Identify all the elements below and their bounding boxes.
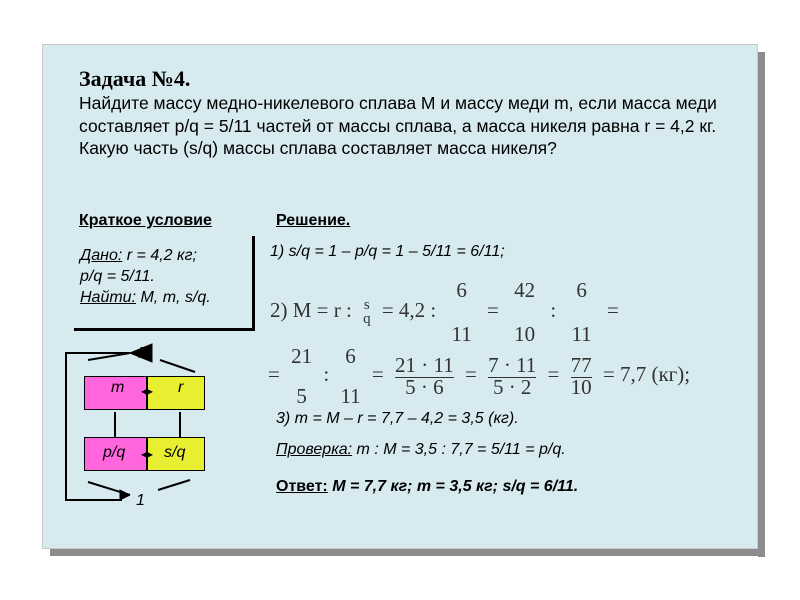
frac-num: 42 — [514, 278, 536, 302]
equals-sign: = — [464, 361, 477, 386]
problem-text: Найдите массу медно-никелевого сплава M и массу меди m, если масса меди составляет p/q = 5/11 частей от массы сплава, а масса никеля равна r = 4,2 кг. Какую часть (s/q) массы сплава составляет масса никеля? — [79, 93, 717, 158]
frac-den: 11 — [340, 384, 361, 408]
check-text: m : M = 3,5 : 7,7 = 5/11 = p/q. — [352, 441, 566, 458]
slide-shadow-right — [758, 52, 765, 557]
find-label: Найти: — [80, 289, 137, 306]
fraction-6-11-c — [340, 336, 360, 416]
given-label: Дано: — [80, 247, 123, 264]
double-arrow-bottom-icon: ◂▸ — [140, 447, 154, 461]
short-condition-heading: Краткое условие — [79, 212, 212, 229]
frac-num: 77 — [570, 353, 592, 377]
step2-prefix: 2) M = r : — [270, 297, 352, 322]
equals-sign: = — [371, 361, 384, 386]
frac-num: 21 · 11 — [395, 353, 454, 377]
check-label: Проверка: — [276, 441, 353, 458]
colon-sign: : — [550, 297, 557, 322]
ratio-diagram — [60, 340, 220, 510]
answer-text: M = 7,7 кг; m = 3,5 кг; s/q = 6/11. — [327, 478, 579, 495]
frac-num: 21 — [291, 344, 313, 368]
given-block — [80, 245, 211, 308]
given-ratio: p/q = 5/11. — [80, 268, 155, 285]
diagram-bottom-label: 1 — [136, 492, 145, 509]
frac-num: 6 — [456, 278, 467, 302]
cell-m-label: m — [111, 379, 125, 396]
cell-sq-label: s/q — [164, 444, 186, 461]
solution-step-1: 1) s/q = 1 – p/q = 1 – 5/11 = 6/11; — [270, 243, 505, 260]
fraction-21-5 — [291, 336, 312, 416]
double-arrow-top-icon: ◂▸ — [140, 384, 154, 398]
frac-num: s — [363, 297, 370, 313]
frac-den: q — [363, 311, 371, 327]
frac-num: 6 — [345, 344, 356, 368]
cell-pq-label: p/q — [103, 444, 126, 461]
problem-title: Задача №4. — [79, 66, 191, 91]
step2-result: = 7,7 (кг); — [602, 361, 691, 386]
equals-sign: = — [547, 361, 560, 386]
equals-sign: = — [268, 361, 280, 386]
fraction-77-10 — [571, 354, 592, 398]
frac-num: 7 · 11 — [488, 353, 537, 377]
step2-eq: = 4,2 : — [381, 297, 437, 322]
frac-den: 5 — [296, 384, 307, 408]
solution-step-3: 3) m = M – r = 7,7 – 4,2 = 3,5 (кг). — [276, 410, 519, 427]
solution-heading: Решение. — [276, 212, 351, 229]
cell-r-label: r — [178, 379, 184, 396]
colon-sign: : — [323, 361, 330, 386]
frac-den: 11 — [571, 322, 592, 346]
given-r: r = 4,2 кг; — [122, 247, 197, 264]
solution-step-2-continued — [268, 336, 690, 416]
slide-shadow-bottom — [50, 549, 765, 556]
answer-line — [276, 478, 578, 496]
fraction-7x11-5x2 — [488, 354, 536, 398]
check-line — [276, 441, 566, 459]
top-arrow-left — [88, 353, 130, 360]
answer-label: Ответ: — [276, 478, 328, 495]
frac-den: 5 · 2 — [492, 375, 532, 399]
fraction-s-over-q — [363, 298, 371, 326]
frac-num: 6 — [576, 278, 587, 302]
bottom-arrow-right — [158, 480, 190, 490]
fraction-21x11-5x6 — [395, 354, 454, 398]
frac-den: 10 — [570, 375, 592, 399]
find-value: M, m, s/q. — [136, 289, 211, 306]
bottom-arrowhead-icon — [120, 490, 130, 500]
frac-den: 5 · 6 — [405, 375, 444, 399]
top-arrow-right — [160, 360, 195, 372]
equals-sign: = — [487, 297, 499, 322]
equals-sign: = — [606, 297, 619, 322]
frac-den: 10 — [514, 322, 536, 346]
frac-den: 11 — [451, 322, 472, 346]
diagram-top-label: M — [138, 345, 152, 362]
